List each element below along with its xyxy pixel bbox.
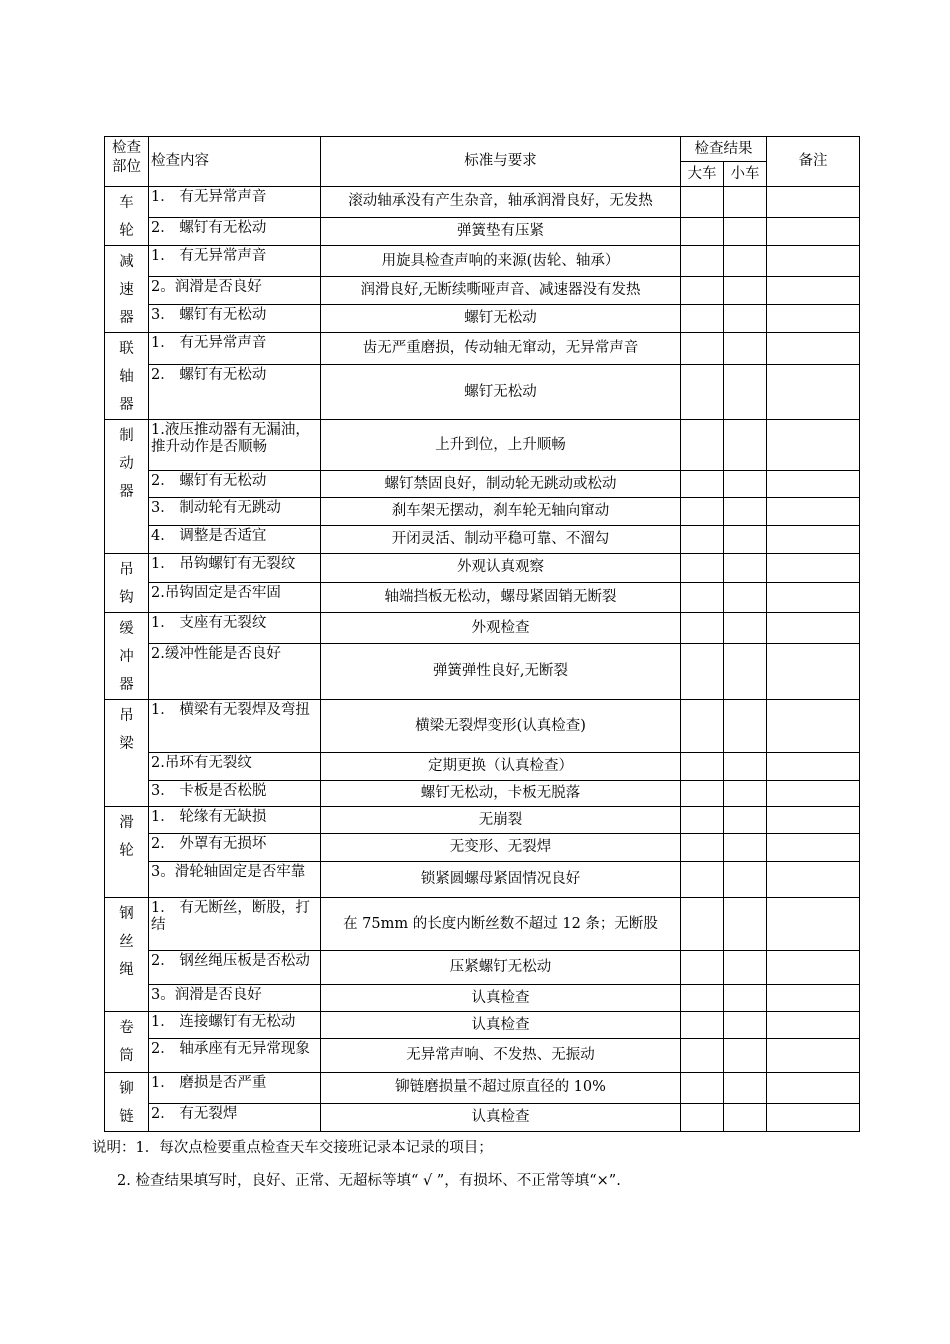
check-item-cell: 2.吊环有无裂纹 bbox=[149, 753, 321, 781]
result-big-car-cell[interactable] bbox=[681, 985, 724, 1012]
remark-cell[interactable] bbox=[767, 700, 860, 753]
table-row bbox=[105, 951, 860, 985]
check-item-cell: 2。润滑是否良好 bbox=[149, 277, 321, 305]
part-cell bbox=[105, 1012, 149, 1073]
result-big-car-cell[interactable] bbox=[681, 753, 724, 781]
check-item-cell: 2． 螺钉有无松动 bbox=[149, 217, 321, 245]
result-small-car-cell[interactable] bbox=[724, 985, 767, 1012]
header-small-car: 小车 bbox=[724, 162, 767, 187]
result-big-car-cell[interactable] bbox=[681, 554, 724, 583]
table-row bbox=[105, 985, 860, 1012]
check-item-cell: 1． 支座有无裂纹 bbox=[149, 613, 321, 644]
table-row bbox=[105, 1103, 860, 1131]
result-small-car-cell[interactable] bbox=[724, 420, 767, 471]
part-label: 联轴器 bbox=[119, 341, 134, 413]
standard-cell: 无崩裂 bbox=[321, 807, 681, 834]
standard-cell: 铆链磨损量不超过原直径的 10% bbox=[321, 1073, 681, 1104]
table-row bbox=[105, 898, 860, 951]
header-result: 检查结果 bbox=[681, 137, 767, 162]
check-item-cell: 3。润滑是否良好 bbox=[149, 985, 321, 1012]
check-item-cell: 1． 有无异常声音 bbox=[149, 246, 321, 277]
result-small-car-cell[interactable] bbox=[724, 644, 767, 700]
standard-cell: 无变形、无裂焊 bbox=[321, 834, 681, 862]
part-cell bbox=[105, 246, 149, 333]
notes bbox=[92, 1132, 621, 1198]
table-row bbox=[105, 1012, 860, 1039]
remark-cell[interactable] bbox=[767, 834, 860, 862]
table-row bbox=[105, 526, 860, 554]
table-row bbox=[105, 246, 860, 277]
result-big-car-cell[interactable] bbox=[681, 862, 724, 898]
result-big-car-cell[interactable] bbox=[681, 420, 724, 471]
standard-cell: 螺钉禁固良好，制动轮无跳动或松动 bbox=[321, 471, 681, 498]
remark-cell[interactable] bbox=[767, 305, 860, 333]
standard-cell: 定期更换（认真检查） bbox=[321, 753, 681, 781]
part-label: 钢丝绳 bbox=[119, 906, 134, 978]
check-item-cell: 1． 有无异常声音 bbox=[149, 187, 321, 218]
result-big-car-cell[interactable] bbox=[681, 613, 724, 644]
part-label: 吊梁 bbox=[119, 708, 134, 752]
result-big-car-cell[interactable] bbox=[681, 1073, 724, 1104]
standard-cell: 弹簧垫有压紧 bbox=[321, 217, 681, 245]
check-item-cell: 1.液压推动器有无漏油，推升动作是否顺畅 bbox=[149, 420, 321, 471]
result-small-car-cell[interactable] bbox=[724, 217, 767, 245]
result-big-car-cell[interactable] bbox=[681, 951, 724, 985]
result-big-car-cell[interactable] bbox=[681, 246, 724, 277]
result-big-car-cell[interactable] bbox=[681, 644, 724, 700]
remark-cell[interactable] bbox=[767, 1012, 860, 1039]
standard-cell: 螺钉无松动 bbox=[321, 305, 681, 333]
result-small-car-cell[interactable] bbox=[724, 898, 767, 951]
header-part: 检查部位 bbox=[105, 137, 149, 187]
remark-cell[interactable] bbox=[767, 781, 860, 807]
table-row bbox=[105, 862, 860, 898]
header-remark: 备注 bbox=[767, 137, 860, 187]
note-line-1: 说明：1．每次点检要重点检查天车交接班记录本记录的项目； bbox=[92, 1140, 493, 1156]
standard-cell: 用旋具检查声响的来源(齿轮、轴承） bbox=[321, 246, 681, 277]
table-row bbox=[105, 305, 860, 333]
remark-cell[interactable] bbox=[767, 644, 860, 700]
table-row bbox=[105, 834, 860, 862]
table-row bbox=[105, 807, 860, 834]
check-item-cell: 3． 螺钉有无松动 bbox=[149, 305, 321, 333]
check-item-cell: 2． 钢丝绳压板是否松动 bbox=[149, 951, 321, 985]
result-small-car-cell[interactable] bbox=[724, 526, 767, 554]
part-label: 缓冲器 bbox=[119, 621, 134, 693]
remark-cell[interactable] bbox=[767, 582, 860, 612]
standard-cell: 外观检查 bbox=[321, 613, 681, 644]
table-row bbox=[105, 217, 860, 245]
remark-cell[interactable] bbox=[767, 862, 860, 898]
table-row bbox=[105, 700, 860, 753]
table-row bbox=[105, 582, 860, 612]
remark-cell[interactable] bbox=[767, 333, 860, 365]
result-big-car-cell[interactable] bbox=[681, 898, 724, 951]
check-item-cell: 1． 有无异常声音 bbox=[149, 333, 321, 365]
note-line-2: 2. 检查结果填写时，良好、正常、无超标等填“ √ ”，有损坏、不正常等填“×”. bbox=[117, 1173, 621, 1189]
standard-cell: 认真检查 bbox=[321, 1103, 681, 1131]
remark-cell[interactable] bbox=[767, 420, 860, 471]
result-small-car-cell[interactable] bbox=[724, 1073, 767, 1104]
standard-cell: 刹车架无摆动，刹车轮无轴向窜动 bbox=[321, 498, 681, 526]
standard-cell: 润滑良好,无断续嘶哑声音、减速器没有发热 bbox=[321, 277, 681, 305]
check-item-cell: 1． 轮缘有无缺损 bbox=[149, 807, 321, 834]
part-cell bbox=[105, 333, 149, 420]
result-small-car-cell[interactable] bbox=[724, 951, 767, 985]
standard-cell: 横梁无裂焊变形(认真检查) bbox=[321, 700, 681, 753]
result-small-car-cell[interactable] bbox=[724, 554, 767, 583]
standard-cell: 上升到位，上升顺畅 bbox=[321, 420, 681, 471]
remark-cell[interactable] bbox=[767, 471, 860, 498]
result-small-car-cell[interactable] bbox=[724, 582, 767, 612]
remark-cell[interactable] bbox=[767, 217, 860, 245]
result-small-car-cell[interactable] bbox=[724, 246, 767, 277]
check-item-cell: 2． 轴承座有无异常现象 bbox=[149, 1039, 321, 1073]
remark-cell[interactable] bbox=[767, 753, 860, 781]
result-big-car-cell[interactable] bbox=[681, 498, 724, 526]
remark-cell[interactable] bbox=[767, 985, 860, 1012]
header-big-car: 大车 bbox=[681, 162, 724, 187]
remark-cell[interactable] bbox=[767, 951, 860, 985]
check-item-cell: 1． 吊钩螺钉有无裂纹 bbox=[149, 554, 321, 583]
table-row bbox=[105, 1073, 860, 1104]
check-item-cell: 2． 外罩有无损坏 bbox=[149, 834, 321, 862]
standard-cell: 开闭灵活、制动平稳可靠、不溜勾 bbox=[321, 526, 681, 554]
table-row bbox=[105, 365, 860, 420]
check-item-cell: 1． 连接螺钉有无松动 bbox=[149, 1012, 321, 1039]
remark-cell[interactable] bbox=[767, 526, 860, 554]
table-row bbox=[105, 333, 860, 365]
result-small-car-cell[interactable] bbox=[724, 807, 767, 834]
result-big-car-cell[interactable] bbox=[681, 526, 724, 554]
remark-cell[interactable] bbox=[767, 1073, 860, 1104]
standard-cell: 螺钉无松动 bbox=[321, 365, 681, 420]
remark-cell[interactable] bbox=[767, 277, 860, 305]
result-small-car-cell[interactable] bbox=[724, 1012, 767, 1039]
part-cell bbox=[105, 898, 149, 1012]
check-item-cell: 1． 磨损是否严重 bbox=[149, 1073, 321, 1104]
result-small-car-cell[interactable] bbox=[724, 753, 767, 781]
result-big-car-cell[interactable] bbox=[681, 305, 724, 333]
remark-cell[interactable] bbox=[767, 246, 860, 277]
check-item-cell: 3． 卡板是否松脱 bbox=[149, 781, 321, 807]
table-row bbox=[105, 644, 860, 700]
remark-cell[interactable] bbox=[767, 613, 860, 644]
result-big-car-cell[interactable] bbox=[681, 807, 724, 834]
result-big-car-cell[interactable] bbox=[681, 834, 724, 862]
check-item-cell: 4． 调整是否适宜 bbox=[149, 526, 321, 554]
result-small-car-cell[interactable] bbox=[724, 333, 767, 365]
check-item-cell: 3。滑轮轴固定是否牢靠 bbox=[149, 862, 321, 898]
check-item-cell: 2.吊钩固定是否牢固 bbox=[149, 582, 321, 612]
result-small-car-cell[interactable] bbox=[724, 1103, 767, 1131]
remark-cell[interactable] bbox=[767, 365, 860, 420]
table-row bbox=[105, 781, 860, 807]
table-row bbox=[105, 1039, 860, 1073]
standard-cell: 锁紧圆螺母紧固情况良好 bbox=[321, 862, 681, 898]
part-cell bbox=[105, 1073, 149, 1132]
result-small-car-cell[interactable] bbox=[724, 834, 767, 862]
table-row bbox=[105, 753, 860, 781]
result-small-car-cell[interactable] bbox=[724, 277, 767, 305]
result-big-car-cell[interactable] bbox=[681, 1012, 724, 1039]
part-label: 铆链 bbox=[119, 1081, 134, 1125]
standard-cell: 认真检查 bbox=[321, 1012, 681, 1039]
inspection-table bbox=[104, 136, 860, 1132]
part-cell bbox=[105, 420, 149, 554]
check-item-cell: 1． 有无断丝，断股，打结 bbox=[149, 898, 321, 951]
header-standard: 标准与要求 bbox=[321, 137, 681, 187]
part-label: 卷筒 bbox=[119, 1020, 134, 1064]
table-row bbox=[105, 420, 860, 471]
standard-cell: 压紧螺钉无松动 bbox=[321, 951, 681, 985]
result-big-car-cell[interactable] bbox=[681, 277, 724, 305]
remark-cell[interactable] bbox=[767, 1103, 860, 1131]
result-small-car-cell[interactable] bbox=[724, 862, 767, 898]
part-label: 吊钩 bbox=[119, 562, 134, 606]
result-big-car-cell[interactable] bbox=[681, 1103, 724, 1131]
remark-cell[interactable] bbox=[767, 498, 860, 526]
result-small-car-cell[interactable] bbox=[724, 187, 767, 218]
result-small-car-cell[interactable] bbox=[724, 471, 767, 498]
standard-cell: 无异常声响、不发热、无振动 bbox=[321, 1039, 681, 1073]
check-item-cell: 2.缓冲性能是否良好 bbox=[149, 644, 321, 700]
standard-cell: 在 75mm 的长度内断丝数不超过 12 条；无断股 bbox=[321, 898, 681, 951]
part-cell bbox=[105, 807, 149, 898]
part-label: 减速器 bbox=[119, 254, 134, 326]
part-cell bbox=[105, 554, 149, 613]
result-small-car-cell[interactable] bbox=[724, 700, 767, 753]
table-row bbox=[105, 187, 860, 218]
result-small-car-cell[interactable] bbox=[724, 1039, 767, 1073]
result-big-car-cell[interactable] bbox=[681, 365, 724, 420]
check-item-cell: 2． 螺钉有无松动 bbox=[149, 471, 321, 498]
result-big-car-cell[interactable] bbox=[681, 187, 724, 218]
check-item-cell: 3． 制动轮有无跳动 bbox=[149, 498, 321, 526]
result-big-car-cell[interactable] bbox=[681, 1039, 724, 1073]
remark-cell[interactable] bbox=[767, 554, 860, 583]
part-cell bbox=[105, 700, 149, 807]
result-small-car-cell[interactable] bbox=[724, 365, 767, 420]
standard-cell: 齿无严重磨损，传动轴无窜动，无异常声音 bbox=[321, 333, 681, 365]
remark-cell[interactable] bbox=[767, 898, 860, 951]
result-big-car-cell[interactable] bbox=[681, 781, 724, 807]
table-row bbox=[105, 498, 860, 526]
result-small-car-cell[interactable] bbox=[724, 781, 767, 807]
check-item-cell: 1． 横梁有无裂焊及弯扭 bbox=[149, 700, 321, 753]
table-row bbox=[105, 554, 860, 583]
table-row bbox=[105, 277, 860, 305]
result-big-car-cell[interactable] bbox=[681, 333, 724, 365]
remark-cell[interactable] bbox=[767, 1039, 860, 1073]
result-small-car-cell[interactable] bbox=[724, 613, 767, 644]
check-item-cell: 2． 螺钉有无松动 bbox=[149, 365, 321, 420]
standard-cell: 弹簧弹性良好,无断裂 bbox=[321, 644, 681, 700]
standard-cell: 外观认真观察 bbox=[321, 554, 681, 583]
part-label: 车轮 bbox=[119, 195, 134, 239]
header-content: 检查内容 bbox=[149, 137, 321, 187]
standard-cell: 螺钉无松动，卡板无脱落 bbox=[321, 781, 681, 807]
result-big-car-cell[interactable] bbox=[681, 582, 724, 612]
result-small-car-cell[interactable] bbox=[724, 498, 767, 526]
remark-cell[interactable] bbox=[767, 807, 860, 834]
result-big-car-cell[interactable] bbox=[681, 700, 724, 753]
result-big-car-cell[interactable] bbox=[681, 471, 724, 498]
part-label: 制动器 bbox=[119, 428, 134, 500]
check-item-cell: 2． 有无裂焊 bbox=[149, 1103, 321, 1131]
result-big-car-cell[interactable] bbox=[681, 217, 724, 245]
standard-cell: 轴端挡板无松动，螺母紧固销无断裂 bbox=[321, 582, 681, 612]
table-row bbox=[105, 471, 860, 498]
part-cell bbox=[105, 187, 149, 246]
standard-cell: 认真检查 bbox=[321, 985, 681, 1012]
result-small-car-cell[interactable] bbox=[724, 305, 767, 333]
remark-cell[interactable] bbox=[767, 187, 860, 218]
part-label: 滑轮 bbox=[119, 815, 134, 859]
table-row bbox=[105, 613, 860, 644]
standard-cell: 滚动轴承没有产生杂音，轴承润滑良好，无发热 bbox=[321, 187, 681, 218]
part-cell bbox=[105, 613, 149, 700]
